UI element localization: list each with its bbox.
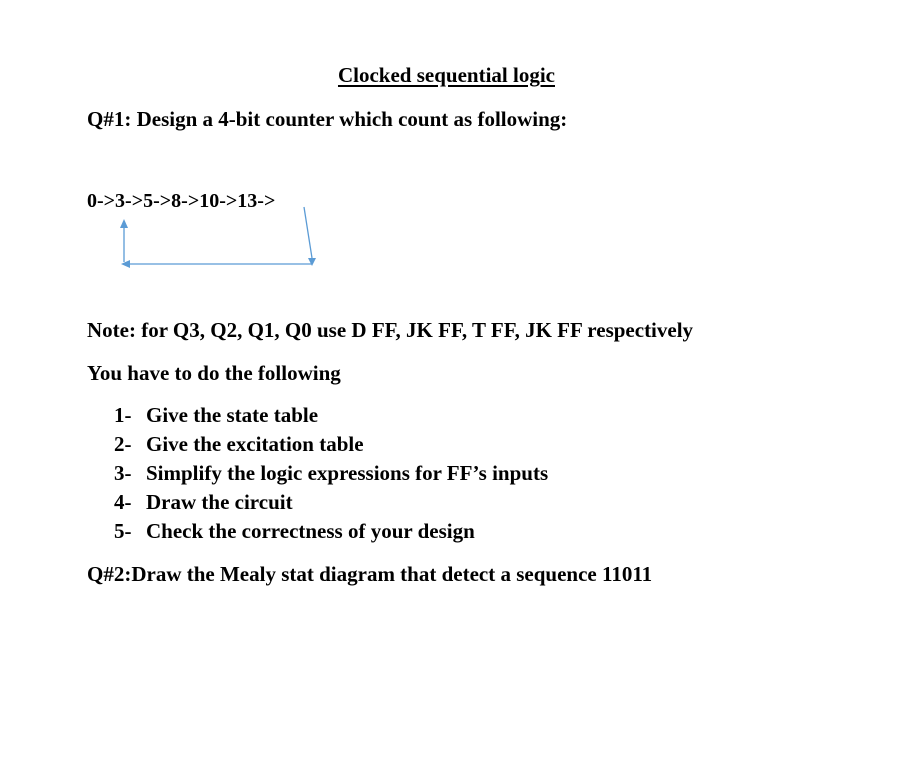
list-item-text: Check the correctness of your design: [146, 519, 475, 543]
instructions-list: [114, 403, 548, 548]
list-item-number: 4-: [114, 490, 132, 514]
list-item-text: Give the state table: [146, 403, 319, 427]
arrowhead-down-icon: [308, 258, 316, 266]
question-1-prompt: Q#1: Design a 4-bit counter which count as following:: [87, 107, 568, 131]
list-item-text: Give the excitation table: [146, 432, 364, 456]
arrowhead-up-icon: [120, 219, 128, 228]
list-item-number: 1-: [114, 403, 132, 427]
arrow-segment-down: [304, 207, 312, 258]
page-title: Clocked sequential logic: [337, 63, 555, 87]
list-item: [114, 403, 548, 432]
list-item: [114, 461, 548, 490]
list-item-number: 3-: [114, 461, 132, 485]
list-item-text: Simplify the logic expressions for FF’s inputs: [146, 461, 549, 485]
counter-sequence: 0->3->5->8->10->13->: [87, 190, 276, 212]
loop-arrow-lines: [124, 207, 312, 264]
list-item: [114, 432, 548, 461]
question-2-prompt: Q#2:Draw the Mealy stat diagram that detect a sequence 11011: [87, 562, 653, 586]
loop-arrow-heads: [120, 219, 316, 268]
arrowhead-left-icon: [121, 260, 130, 268]
flip-flop-note: Note: for Q3, Q2, Q1, Q0 use D FF, JK FF, T FF, JK FF respectively: [87, 318, 694, 342]
instructions-heading: You have to do the following: [87, 361, 341, 385]
list-item-text: Draw the circuit: [146, 490, 293, 514]
list-item: [114, 519, 548, 548]
list-item-number: 5-: [114, 519, 132, 543]
list-item-number: 2-: [114, 432, 132, 456]
list-item: [114, 490, 548, 519]
